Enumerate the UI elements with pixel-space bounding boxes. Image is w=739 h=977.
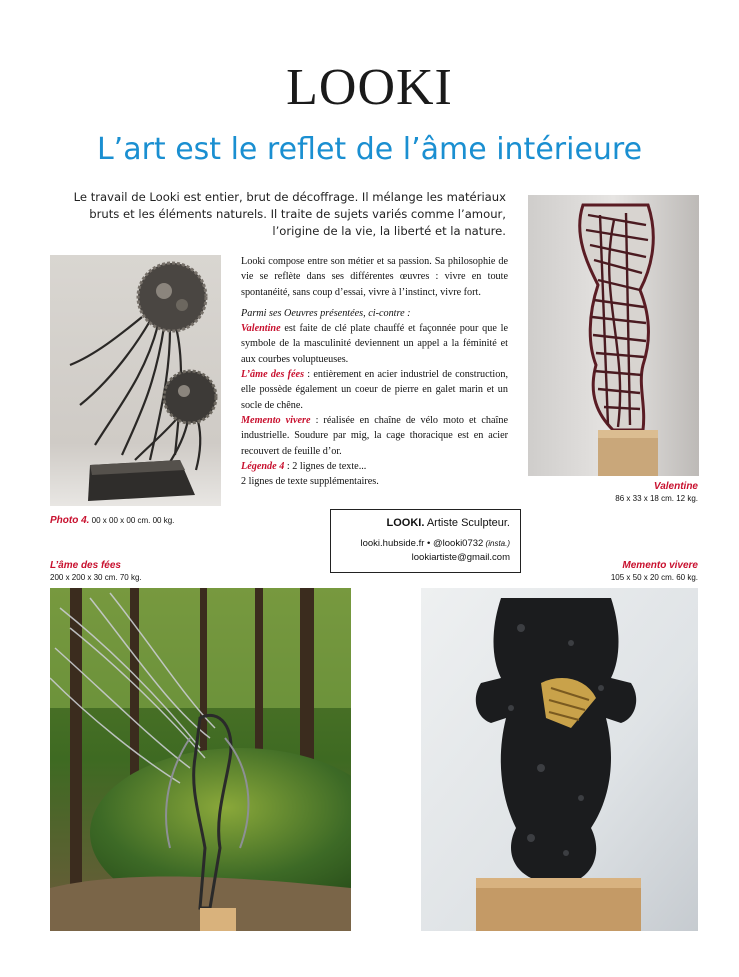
contact-instagram-note: (insta.): [483, 539, 510, 548]
photo-ame-des-fees-sculpture: [50, 588, 351, 931]
work-text: est faite de clé plate chauffé et façonnée pour que le symbole de la masculinité deviennent un appel a la féminité et aux courbes voluptueuses.: [241, 323, 508, 365]
caption-memento-dims: 105 x 50 x 20 cm. 60 kg.: [610, 573, 698, 582]
caption-valentine: [560, 481, 698, 503]
work-legende-4: [241, 459, 508, 474]
caption-valentine-name: Valentine: [653, 481, 698, 492]
caption-ame-name: L’âme des fées: [50, 560, 121, 571]
caption-valentine-dims: 86 x 33 x 18 cm. 12 kg.: [615, 494, 698, 503]
intro-paragraph: Le travail de Looki est entier, brut de décoffrage. Il mélange les matériaux bruts et les éléments naturels. Il traite de sujets variés comme l’amour, l’origine de la vie, la liberté et la nature.: [73, 190, 506, 238]
caption-memento-name: Memento vivere: [622, 560, 698, 571]
caption-photo4: [50, 510, 174, 528]
caption-ame-dims: 200 x 200 x 30 cm. 70 kg.: [50, 573, 142, 582]
contact-separator: •: [424, 538, 433, 549]
work-name: Légende 4: [241, 460, 285, 472]
work-valentine: [241, 321, 508, 367]
work-text: : entièrement en acier industriel de construction, elle possède également un coeur de pierre en galet marin et un socle de chêne.: [241, 369, 508, 411]
contact-web-row: [339, 537, 510, 551]
body-text: [241, 254, 508, 489]
caption-memento-vivere: [560, 560, 698, 582]
contact-email-link[interactable]: lookiartiste@gmail.com: [411, 552, 510, 563]
contact-name: [339, 517, 510, 529]
contact-box: [330, 509, 521, 573]
work-text: : 2 lignes de texte...: [284, 460, 367, 472]
body-extra-line: 2 lignes de texte supplémentaires.: [241, 476, 379, 488]
caption-photo4-name: Photo 4.: [50, 515, 90, 526]
work-ame-des-fees: [241, 367, 508, 413]
work-name: Valentine: [241, 323, 281, 335]
caption-ame-des-fees: [50, 560, 142, 582]
work-name: L’âme des fées: [241, 369, 305, 381]
contact-website-link[interactable]: looki.hubside.fr: [360, 538, 425, 549]
contact-role: Artiste Sculpteur.: [424, 517, 510, 529]
photo-memento-vivere-sculpture: [421, 588, 698, 931]
page-title: LOOKI: [286, 59, 453, 116]
works-heading: Parmi ses Oeuvres présentées, ci-contre :: [241, 307, 411, 319]
photo-valentine-sculpture: [528, 195, 699, 476]
work-name: Memento vivere: [241, 414, 311, 426]
contact-instagram-link[interactable]: @looki0732: [433, 538, 484, 549]
work-memento-vivere: [241, 413, 508, 459]
body-paragraph-1: Looki compose entre son métier et sa passion. Sa philosophie de vie se reflète dans ses différentes œuvres : vivre en toute spontanéité, sans coup d’essai, vivre à l’instinct, vivre fort.: [241, 256, 508, 298]
page-subtitle: L’art est le reflet de l’âme intérieure: [96, 132, 643, 167]
work-text: : réalisée en chaîne de vélo moto et chaîne industrielle. Soudure par mig, la cage thoracique est en acier recouvert de feuille d’or.: [241, 414, 508, 457]
caption-photo4-dims: 00 x 00 x 00 cm. 00 kg.: [89, 516, 175, 525]
photo-jellyfish-sculpture: [50, 255, 221, 506]
contact-name-bold: LOOKI.: [386, 517, 425, 529]
